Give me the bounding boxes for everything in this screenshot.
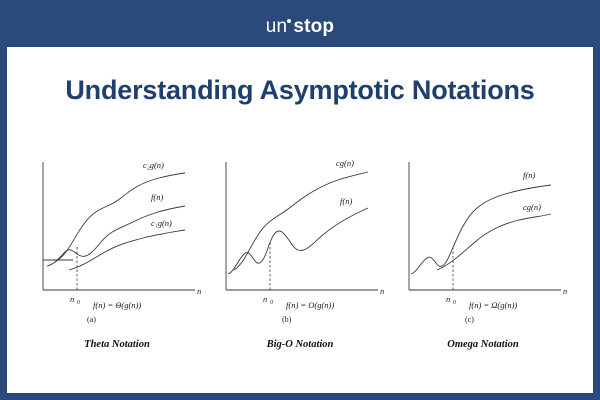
figure-theta bbox=[27, 142, 207, 372]
panel-label-a: (a) bbox=[86, 315, 96, 324]
label-threshold-sub: 0 bbox=[76, 300, 80, 306]
omega-diagram bbox=[391, 142, 576, 327]
equation-big-o: f(n) = O(g(n)) bbox=[285, 300, 334, 310]
theta-diagram bbox=[25, 142, 210, 327]
equation-theta: f(n) = Θ(g(n)) bbox=[92, 300, 141, 310]
label-threshold: n bbox=[262, 294, 267, 304]
label-c1g: c₁g(n) bbox=[150, 218, 172, 228]
label-threshold-sub: 0 bbox=[452, 300, 456, 306]
page-title: Understanding Asymptotic Notations bbox=[65, 75, 535, 105]
curve-f bbox=[411, 185, 551, 274]
label-c2g: c₂g(n) bbox=[142, 160, 164, 170]
panel-label-b: (b) bbox=[281, 315, 291, 324]
label-threshold: n bbox=[445, 294, 450, 304]
label-f: f(n) bbox=[522, 170, 535, 180]
figure-omega bbox=[393, 142, 573, 372]
caption-omega: Omega Notation bbox=[447, 339, 519, 350]
logo-dot-icon bbox=[287, 19, 291, 23]
logo-text-stop: stop bbox=[293, 16, 335, 37]
label-cg: cg(n) bbox=[522, 202, 541, 212]
label-f: f(n) bbox=[339, 196, 352, 206]
logo-text-un: un bbox=[265, 16, 288, 37]
curve-cg bbox=[234, 172, 368, 270]
figures-row bbox=[27, 142, 573, 372]
unstop-logo[interactable] bbox=[266, 16, 334, 38]
curve-cg bbox=[437, 214, 551, 270]
caption-theta: Theta Notation bbox=[84, 339, 150, 350]
figure-big-o bbox=[210, 142, 390, 372]
label-axis-n: n bbox=[196, 286, 201, 296]
label-threshold-sub: 0 bbox=[269, 300, 273, 306]
curve-f bbox=[47, 206, 185, 266]
label-axis-n: n bbox=[562, 286, 567, 296]
big-o-diagram bbox=[208, 142, 393, 327]
caption-big-o: Big-O Notation bbox=[266, 339, 334, 350]
equation-omega: f(n) = Ω(g(n)) bbox=[468, 300, 517, 310]
curve-c1g bbox=[69, 230, 185, 270]
label-cg: cg(n) bbox=[335, 158, 354, 168]
panel-label-c: (c) bbox=[464, 315, 474, 324]
label-threshold: n bbox=[69, 294, 74, 304]
brand-bar bbox=[7, 7, 593, 47]
curve-f bbox=[228, 208, 368, 274]
label-f: f(n) bbox=[150, 192, 163, 202]
label-axis-n: n bbox=[379, 286, 384, 296]
